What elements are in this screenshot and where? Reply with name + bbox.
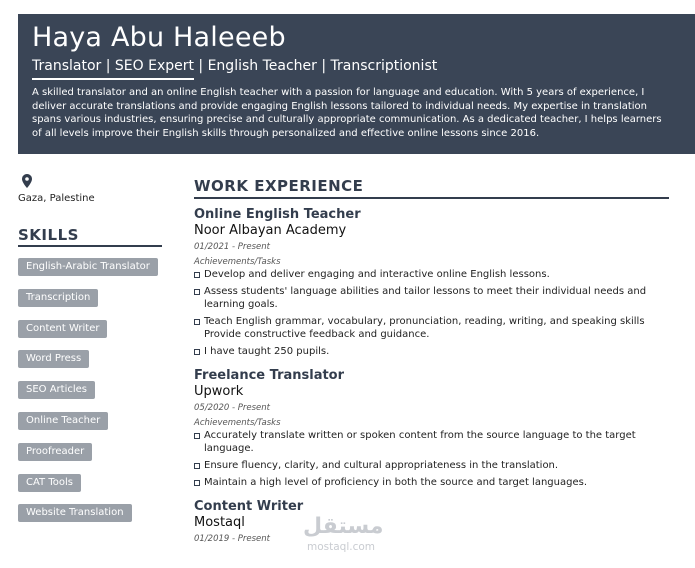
bullet-item: Assess students' language abilities and tailor lessons to meet their individual needs and learning goals. [194,285,669,311]
location-text: Gaza, Palestine [18,193,95,204]
skills-list [18,258,168,535]
skills-heading: SKILLS [18,226,79,244]
work-experience-divider [194,197,669,199]
candidate-name: Haya Abu Haleeeb [32,22,286,53]
skill-tag: English-Arabic Translator [18,258,158,276]
job-dates: 01/2021 - Present [194,242,271,252]
skill-tag: Online Teacher [18,412,108,430]
skill-tag: Transcription [18,289,98,307]
candidate-subtitle [32,58,437,74]
achievements-label: Achievements/Tasks [194,418,281,428]
work-experience-heading: WORK EXPERIENCE [194,177,364,195]
skill-tag: SEO Articles [18,381,95,399]
job-entry [194,207,669,358]
job-entry [194,499,669,545]
company-name: Upwork [194,384,244,399]
job-title: Content Writer [194,499,304,514]
company-name: Mostaql [194,515,245,530]
watermark-arabic: مستقل [303,514,384,539]
skill-tag: CAT Tools [18,474,81,492]
subtitle-text: Translator | SEO Expert | English Teacher | Transcriptionist [32,58,438,74]
company-name: Noor Albayan Academy [194,223,347,238]
job-bullets [194,429,669,489]
watermark-latin: mostaql.com [307,541,376,553]
achievements-label: Achievements/Tasks [194,257,281,267]
bullet-item: I have taught 250 pupils. [194,345,669,358]
skill-tag: Word Press [18,350,89,368]
job-title: Online English Teacher [194,207,361,222]
skill-tag: Proofreader [18,443,92,461]
job-dates: 01/2019 - Present [194,534,271,544]
work-experience-section [194,176,669,555]
subtitle-underline [32,78,194,80]
bullet-item: Ensure fluency, clarity, and cultural appropriateness in the translation. [194,459,669,472]
bullet-item: Accurately translate written or spoken content from the source language to the target language. [194,429,669,455]
job-title: Freelance Translator [194,368,345,383]
map-pin-icon [22,174,32,188]
bullet-item: Develop and deliver engaging and interactive online English lessons. [194,268,669,281]
job-entry [194,368,669,489]
bullet-item: Teach English grammar, vocabulary, pronunciation, reading, writing, and speaking skills Provide constructive feedback and guidance. [194,315,669,341]
skills-divider [18,245,162,247]
bullet-item: Maintain a high level of proficiency in both the source and target languages. [194,476,669,489]
profile-summary: A skilled translator and an online English teacher with a passion for language and education. With 5 years of experience, I deliver accurate translations and provide engaging English lessons tailored to individual needs. My expertise in translation spans various industries, ensuring precise and culturally appropriate communication. As a dedicated teacher, I helps learners of all levels improve their English skills through personalized and effective online lessons since 2016. [32,87,662,139]
resume-header [18,14,695,154]
job-bullets [194,268,669,358]
skill-tag: Content Writer [18,320,107,338]
job-dates: 05/2020 - Present [194,403,271,413]
skill-tag: Website Translation [18,504,132,522]
